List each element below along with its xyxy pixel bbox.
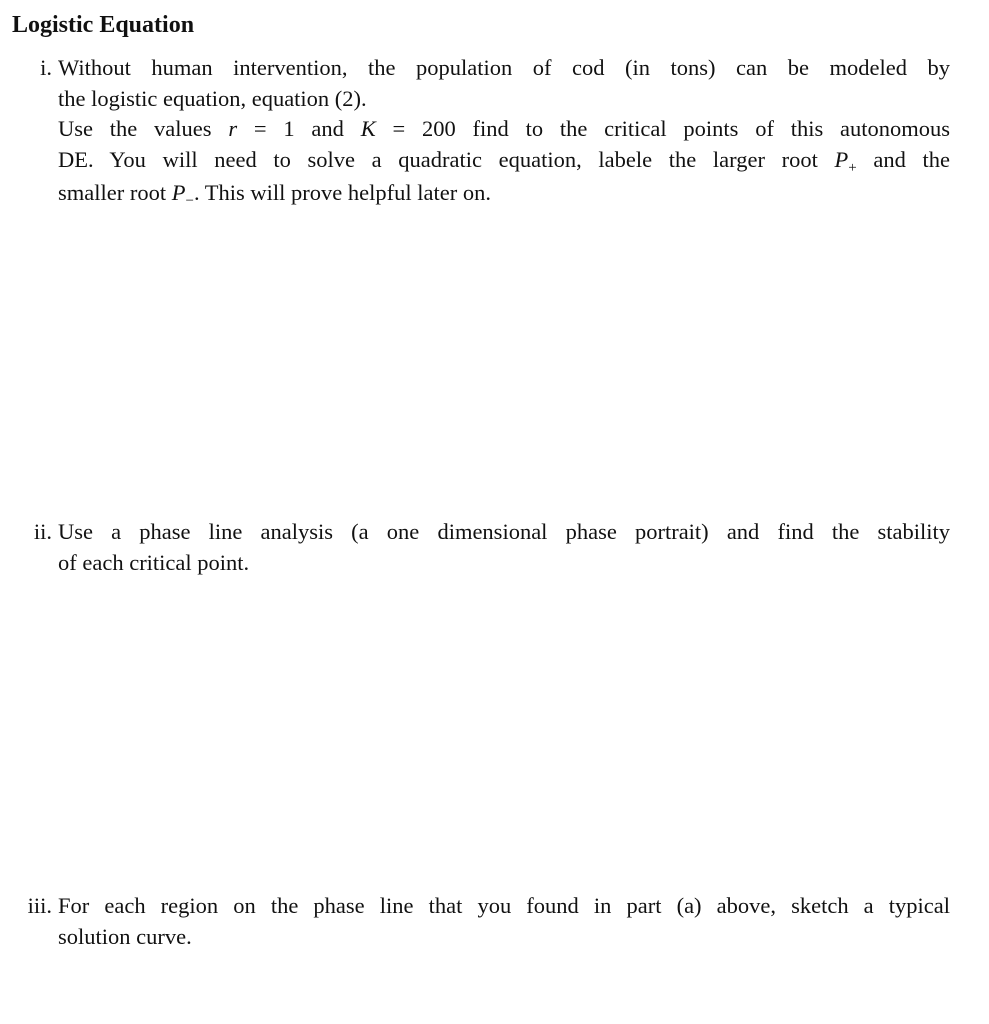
math-variable-p-plus: $P_+$	[834, 146, 857, 176]
text-segment: . This will prove helpful later on.	[193, 180, 491, 205]
question-item-i	[40, 53, 951, 212]
question-text-line: of each critical point.	[58, 549, 250, 575]
question-text-line	[58, 145, 950, 179]
question-text-line: Without human intervention, the population of cod (in tons) can be modeled by	[58, 55, 950, 80]
math-variable-k: K	[360, 116, 376, 141]
math-variable-p-minus: $P_-$	[171, 180, 194, 209]
subscript-minus: −	[185, 193, 194, 209]
question-text-line	[58, 114, 950, 145]
text-segment: = 1 and	[253, 116, 344, 141]
question-text-line: the logistic equation, equation (2).	[58, 85, 367, 111]
text-segment: DE. You will need to solve a quadratic equation, labele the larger root	[58, 146, 818, 172]
math-variable-r: r	[228, 116, 238, 141]
question-text-line: solution curve.	[58, 923, 192, 949]
question-text-line: Use a phase line analysis (a one dimensional phase portrait) and find the stability	[58, 519, 950, 544]
question-item-ii	[33, 517, 950, 578]
text-segment: Use the values	[58, 116, 212, 141]
text-segment: and the	[873, 146, 950, 172]
item-marker: ii.	[33, 519, 52, 544]
item-marker: iii.	[27, 893, 52, 918]
question-text-line	[58, 178, 950, 212]
text-segment: = 200 find to the critical points of this autonomous	[392, 116, 951, 141]
subscript-plus: +	[848, 159, 857, 176]
question-text-line: For each region on the phase line that you found in part (a) above, sketch a typical	[58, 893, 950, 918]
section-title: Logistic Equation	[12, 12, 195, 38]
text-segment: smaller root	[58, 180, 167, 205]
question-item-iii	[27, 891, 950, 952]
item-marker: i.	[40, 55, 52, 80]
